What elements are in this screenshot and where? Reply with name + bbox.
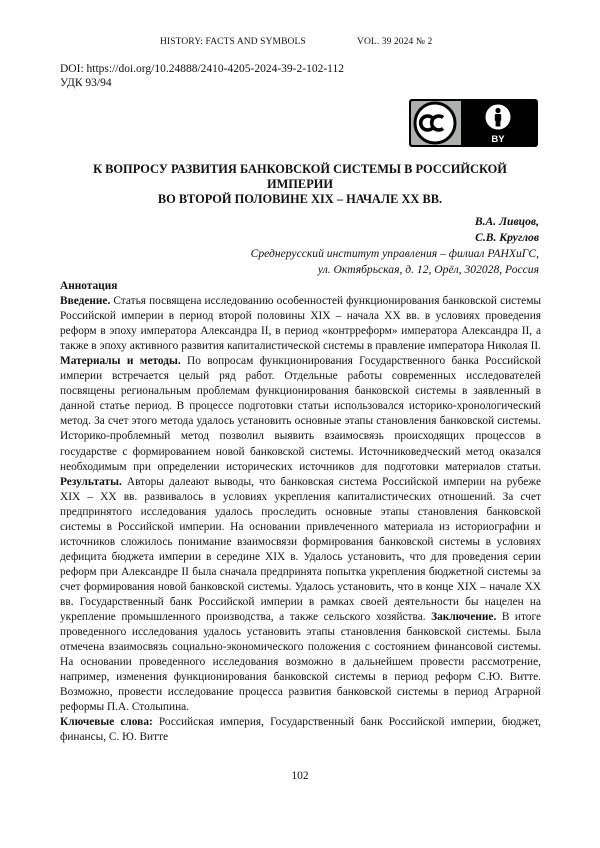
results-label: Результаты. [60, 475, 122, 488]
udk-code: УДК 93/94 [60, 77, 112, 89]
cc-by-license-badge[interactable] [409, 99, 538, 147]
conclusion-label: Заключение. [431, 611, 497, 624]
affiliation-line-2: ул. Октябрьская, д. 12, Орёл, 302028, Россия [317, 263, 539, 276]
author-2: С.В. Круглов [475, 231, 539, 244]
author-1: В.А. Ливцов, [474, 215, 539, 228]
abstract-section [60, 279, 541, 745]
title-line-2: ВО ВТОРОЙ ПОЛОВИНЕ XIX – НАЧАЛЕ XX ВВ. [157, 192, 443, 206]
title-line-1: К ВОПРОСУ РАЗВИТИЯ БАНКОВСКОЙ СИСТЕМЫ В РОССИЙСКОЙ ИМПЕРИИ [93, 162, 507, 191]
journal-name: HISTORY: FACTS AND SYMBOLS [160, 37, 306, 47]
methods-label: Материалы и методы. [60, 355, 181, 368]
attribution-person-icon [485, 104, 512, 131]
abstract-body [60, 294, 541, 715]
abstract-heading: Аннотация [60, 280, 118, 292]
conclusion-text: В итоге проведенного исследования удалось установить этапы становления банковской системы. Была отмечена взаимосвязь социально-экономического положения с состоянием финансовой системы. На основании проведенного исследования возможно в дальнейшем провести рассмотрение, например, изменения функционирования банковской системы в период реформ С.Ю. Витте. Возможно, провести исследование процесса развития банковской системы в период Аграрной реформы П.А. Столыпина. [60, 611, 542, 714]
affiliation-line-1: Среднерусский институт управления – филиал РАНХиГС, [250, 247, 539, 260]
article-meta [60, 62, 344, 90]
keywords-label: Ключевые слова: [60, 716, 153, 729]
intro-label: Введение. [60, 295, 111, 308]
page-number: 102 [291, 770, 309, 782]
license-by-label: BY [491, 134, 505, 145]
results-text: Авторы далеают выводы, что банковская система Российской империи на рубеже XIX – XX вв. развивалось в условиях укрепления капиталистических отношений. За счет предпринятого исследования удалось проследить основные этапы становления банковской системы в Российской империи. На основании привлеченного материала из историографии и источников сложилось понимание взаимосвязи формирования банковской системы в условиях дефицита бюджета империи в середине XIX в. Удалось установить, что для проведения серии реформ при Александре II была сначала предпринята попытка укрепления бюджетной системы за счет формирования новой банковской системы. Удалось установить, что в конце XIX – начале XX вв. Государственный банк Российской империи в рамках своей деятельности бы нацелен на укрепление промышленного производства, а также сельского хозяйства. [60, 475, 541, 624]
methods-text: По вопросам функционирования Государственного банка Российской империи встречается целый ряд работ. Отдельные работы современных исследователей посвящены региональным проблемам функционирования банковской системы в заявленный в данной статье период. В процессе подготовки статьи использовался историко-хронологический метод. За счет этого метода удалось установить основные этапы становления банковской системы. Историко-проблемный метод позволил выявить взаимосвязь происходящих процессов в государстве с формированием новой банковской системы. Источниковедческий метод оказался необходимым при определении исторических источников для подготовки материалов статьи. [60, 355, 541, 473]
keywords-text: Российская империя, Государственный банк Российской империи, бюджет, финансы, С. Ю. Витте [60, 716, 541, 744]
cc-icon [415, 103, 455, 143]
doi-link[interactable]: DOI: https://doi.org/10.24888/2410-4205-2024-39-2-102-112 [60, 63, 344, 75]
article-title [60, 162, 540, 207]
intro-text: Статья посвящена исследованию особенностей функционирования банковской системы Российской империи в период второй половины XIX – начала XX вв. в условиях проведения реформ в эпоху императора Александра II, в период «контрреформ» императора Александра II, а также в эпоху активного развития капиталистической системы в правление императора Николая II. [60, 295, 541, 353]
cc-by-graphic [409, 99, 538, 147]
keywords [60, 715, 541, 745]
volume-issue: VOL. 39 2024 № 2 [357, 37, 433, 47]
author-block [251, 214, 539, 278]
